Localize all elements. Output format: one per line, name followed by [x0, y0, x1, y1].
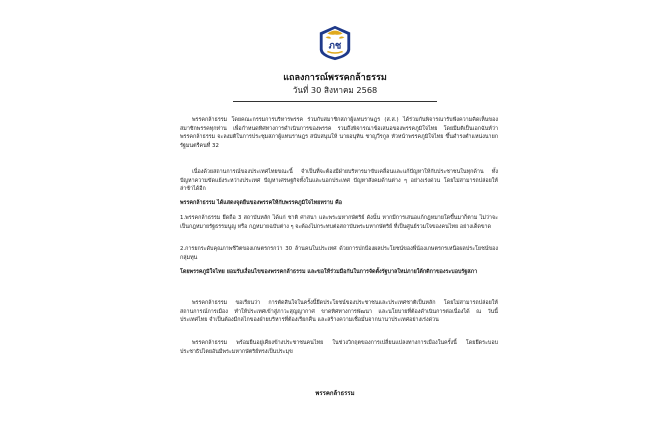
paragraph-acceptance: โดยพรรคภูมิใจไทย ยอมรับเงื่อนไขของพรรคกล้าธรรม และขอให้ร่วมมือกันในการจัดตั้งรัฐบาลใหม่ภายใต้กติกาของระบอบรัฐสภา	[180, 269, 478, 275]
statement-date: วันที่ 30 สิงหาคม 2568	[292, 85, 378, 95]
page-title: แถลงการณ์พรรคกล้าธรรม	[283, 73, 387, 83]
signature: พรรคกล้าธรรม	[315, 390, 355, 397]
paragraph-stance-1: 1.พรรคกล้าธรรม ยึดถือ 3 สถาบันหลัก ได้แก่ ชาติ ศาสนา และพระมหากษัตริย์ ดังนั้น หากมีการเสนอแก้กฎหมายใดขึ้นมาก็ตาม ไม่ว่าจะเป็นกฎหมายรัฐธรรมนูญ หรือ กฎหมายฉบับต่าง ๆ จะต้องไม่กระทบต่อสถาบันพระมหากษัตริย์ ที่เป็นศูนย์รวมใจของคนไทย อย่างเด็ดขาด	[180, 215, 498, 230]
title-divider	[233, 101, 437, 102]
paragraph-resolution: พรรคกล้าธรรม โดยคณะกรรมการบริหารพรรค ร่วมกับสมาชิกสภาผู้แทนราษฎร (ส.ส.) ได้ร่วมกันพิจารณารับฟังความคิดเห็นของสมาชิกพรรคทุกท่าน เพื่อกำหนดทิศทางการดำเนินการของพรรค รวมถึงพิจารณาข้อเสนอของพรรคภูมิใจไทย โดยมีมติเป็นเอกฉันท์ว่า พรรคกล้าธรรม จะลงมติในการประชุมสภาผู้แทนราษฎร สนับสนุนให้ นายอนุทิน ชาญวีรกูล หัวหน้าพรรคภูมิใจไทย ขึ้นดำรงตำแหน่งนายกรัฐมนตรีคนที่ 32	[180, 117, 498, 149]
paragraph-stance-heading: พรรคกล้าธรรม ได้แสดงจุดยืนของพรรคให้กับพรรคภูมิใจไทยทราบ คือ	[180, 200, 342, 206]
logo-text: ภช	[328, 40, 342, 52]
party-logo-icon	[316, 24, 354, 62]
paragraph-stance-2: 2.การยกระดับคุณภาพชีวิตของเกษตรกรกว่า 30 ล้านคนในประเทศ ด้วยการปกป้องผลประโยชน์ของพี่น้องเกษตรกรเหนือผลประโยชน์ของกลุ่มทุน	[180, 246, 498, 261]
paragraph-commitment: พรรคกล้าธรรม พร้อมยืนอยู่เคียงข้างประชาชนคนไทย ในช่วงวิกฤตของการเปลี่ยนแปลงทางการเมืองในครั้งนี้ โดยยึดระบอบประชาธิปไตยอันมีพระมหากษัตริย์ทรงเป็นประมุข	[180, 340, 498, 355]
paragraph-situation: เนื่องด้วยสถานการณ์ของประเทศไทยขณะนี้ จำเป็นที่จะต้องมีฝ่ายบริหารมาขับเคลื่อนและแก้ปัญหาให้กับประชาชนในทุกด้าน ทั้ง ปัญหาความขัดแย้งระหว่างประเทศ ปัญหาเศรษฐกิจทั้งในและนอกประเทศ ปัญหาสังคมด้านต่าง ๆ อย่างเร่งด่วน โดยไม่สามารถปล่อยให้ล่าช้าได้อีก	[180, 169, 498, 193]
paragraph-decision: พรรคกล้าธรรม ขอเรียนว่า การตัดสินใจในครั้งนี้ยึดประโยชน์ของประชาชนและประเทศชาติเป็นหลัก โดยไม่สามารถปล่อยให้สถานการณ์การเมือง ทำให้ประเทศเข้าสู่ภาวะสุญญากาศ ขาดทิศทางการพัฒนา และนโยบายที่ต้องดำเนินการต่อเนื่องได้ ณ วันนี้ประเทศไทย จำเป็นต้องมีกลไกของฝ่ายบริหารที่ต้องเรียกคืน และสร้างความเชื่อมั่นจากนานาประเทศอย่างเร่งด่วน	[180, 300, 498, 324]
